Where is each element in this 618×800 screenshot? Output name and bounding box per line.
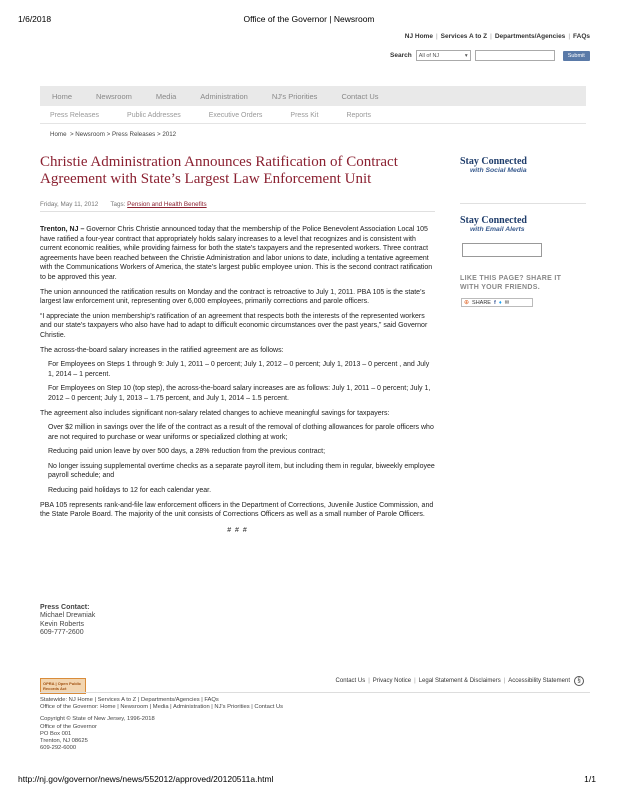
nav-newsroom[interactable]: Newsroom xyxy=(96,91,132,101)
subnav-executive-orders[interactable]: Executive Orders xyxy=(208,112,263,119)
crumb-home[interactable]: Home xyxy=(50,131,67,138)
list-item: Reducing paid holidays to 12 for each calendar year. xyxy=(48,487,212,495)
paragraph: Trenton, NJ – Governor Chris Christie announced today that the membership of the Police Benevolent Association Local 105 have ratified a four-year contract that appropriately holds salary increases to a level that recognizes and is consistent with current economic realities, while providing fairness for both the state’s taxpayers and the represented workers. Three contract agreements have been reached between the Christie Administration and labor unions to date, including a tentative agreement with the Communications Workers of America, the state’s largest public employee union. This is the second contract ratification to be approved this year. xyxy=(40,226,433,281)
search-label: Search xyxy=(390,52,412,59)
footer-contact[interactable]: Contact Us xyxy=(335,678,366,684)
footer-statewide-links[interactable]: Statewide: NJ Home | Services A to Z | Departments/Agencies | FAQs xyxy=(40,697,219,703)
email-alerts-block xyxy=(460,215,600,233)
end-mark: # # # xyxy=(227,526,248,534)
contact-name: Michael Drewniak xyxy=(40,612,96,620)
email-icon: ✉ xyxy=(504,299,510,306)
share-icon: ⊕ xyxy=(464,300,470,306)
meta-divider xyxy=(40,211,435,212)
utility-nj-home[interactable]: NJ Home xyxy=(404,33,433,40)
subnav-press-kit[interactable]: Press Kit xyxy=(290,112,319,119)
print-url: http://nj.gov/governor/news/news/552012/approved/20120511a.html xyxy=(18,774,274,784)
list-item: No longer issuing supplemental overtime checks as a separate payroll item, but including them in regular, biweekly employee payroll schedule; and xyxy=(48,462,435,480)
paragraph: The agreement also includes significant non-salary related changes to achieve meaningful savings for taxpayers: xyxy=(40,409,390,417)
email-input[interactable] xyxy=(462,243,542,257)
footer-legal[interactable]: Legal Statement & Disclaimers xyxy=(418,678,501,684)
article-date: Friday, May 11, 2012 xyxy=(40,201,99,208)
footer-office-links[interactable]: Office of the Governor: Home | Newsroom | Media | Administration | NJ's Priorities | Contact Us xyxy=(40,704,284,711)
paragraph: “I appreciate the union membership’s ratification of an agreement that respects both the interests of the represented workers and our state’s taxpayers who also have had to adapt to difficult economic circumstances over the past years,” said Governor Christie. xyxy=(40,312,428,339)
social-subheading[interactable]: with Social Media xyxy=(470,167,527,174)
share-button[interactable]: ⊕ SHARE f ♦ ✉ xyxy=(461,298,533,307)
paragraph: PBA 105 represents rank-and-file law enforcement officers in the Department of Corrections, Juvenile Justice Commission, and the State Parole Board. The majority of the unit consists of Corrections Officers as well as a small number of Parole Officers. xyxy=(40,501,434,519)
facebook-icon: f xyxy=(493,299,496,306)
nav-contact[interactable]: Contact Us xyxy=(341,91,379,101)
social-media-block xyxy=(460,156,600,174)
search-submit-button[interactable]: Submit xyxy=(563,51,590,61)
copyright: Copyright © State of New Jersey, 1996-2018 xyxy=(40,716,155,723)
page-title: Christie Administration Announces Ratification of Contract Agreement with State’s Largest Law Enforcement Unit xyxy=(40,154,398,187)
nav-media[interactable]: Media xyxy=(155,91,177,101)
sidebar-divider xyxy=(460,203,586,204)
crumb-year[interactable]: 2012 xyxy=(162,131,177,138)
chevron-down-icon: ▾ xyxy=(464,52,468,59)
breadcrumb: Home > Newsroom > Press Releases > 2012 xyxy=(50,131,177,138)
subnav-public-addresses[interactable]: Public Addresses xyxy=(127,112,181,119)
article-body xyxy=(40,225,435,541)
contact-phone: 609-777-2600 xyxy=(40,629,84,637)
tags-label: Tags: xyxy=(110,201,126,208)
contact-name: Kevin Roberts xyxy=(40,620,84,628)
crumb-newsroom[interactable]: Newsroom xyxy=(75,131,105,138)
footer-divider xyxy=(40,692,590,693)
email-heading: Stay Connected xyxy=(460,215,527,226)
list-item: Reducing paid union leave by over 500 days, a 28% reduction from the previous contract; xyxy=(48,448,326,456)
utility-nav: NJ Home | Services A to Z | Departments/Agencies | FAQs xyxy=(404,33,590,40)
paragraph: The across-the-board salary increases in the ratified agreement are as follows: xyxy=(40,346,284,354)
nav-priorities[interactable]: NJ's Priorities xyxy=(271,91,318,101)
subnav-reports[interactable]: Reports xyxy=(346,112,371,119)
share-prompt: LIKE THIS PAGE? SHARE IT WITH YOUR FRIENDS. xyxy=(460,275,562,291)
print-date: 1/6/2018 xyxy=(18,14,52,24)
nav-administration[interactable]: Administration xyxy=(200,91,248,101)
print-page-number: 1/1 xyxy=(584,774,596,784)
address-line: Trenton, NJ 08625 xyxy=(40,738,88,745)
footer-accessibility[interactable]: Accessibility Statement xyxy=(508,678,570,684)
footer-links: Contact Us | Privacy Notice | Legal Statement & Disclaimers | Accessibility Statement xyxy=(335,678,570,684)
address-line: PO Box 001 xyxy=(40,730,72,737)
utility-faqs[interactable]: FAQs xyxy=(573,33,590,40)
footer-privacy[interactable]: Privacy Notice xyxy=(372,678,412,684)
press-contact-label: Press Contact: xyxy=(40,604,90,611)
footer-info xyxy=(40,697,283,752)
address-line: Office of the Governor xyxy=(40,723,97,730)
email-subheading[interactable]: with Email Alerts xyxy=(470,226,525,233)
print-page-title: Office of the Governor | Newsroom xyxy=(243,14,375,24)
search-input[interactable] xyxy=(475,50,555,61)
accessibility-icon[interactable]: § xyxy=(574,676,584,686)
search-scope-select[interactable]: All of NJ ▾ xyxy=(416,50,471,61)
subnav-press-releases[interactable]: Press Releases xyxy=(50,112,100,119)
utility-departments[interactable]: Departments/Agencies xyxy=(494,33,566,40)
opra-logo[interactable]: OPRA | Open Public Records Act xyxy=(40,678,86,694)
search-bar xyxy=(390,50,590,61)
social-heading: Stay Connected xyxy=(460,156,527,167)
paragraph: The union announced the ratification results on Monday and the contract is retroactive to July 1, 2011. PBA 105 is the state’s largest law enforcement unit, representing over 6,000 employees, primarily corrections and parole officers. xyxy=(40,288,425,306)
nav-home[interactable]: Home xyxy=(52,91,73,101)
twitter-icon: ♦ xyxy=(498,299,502,306)
tag-link[interactable]: Pension and Health Benefits xyxy=(127,201,207,208)
crumb-press-releases[interactable]: Press Releases xyxy=(111,131,156,138)
list-item: For Employees on Steps 1 through 9: July 1, 2011 – 0 percent; July 1, 2012 – 0 percent; July 1, 2013 – 0 percent , and July 1, 2014 – 1 percent. xyxy=(48,361,430,378)
list-item: Over $2 million in savings over the life of the contract as a result of the removal of clothing allowances for parole officers who are not required to purchase or wear uniforms or specialized clothing at work; xyxy=(48,424,434,441)
address-line: 609-292-6000 xyxy=(40,745,77,752)
utility-services[interactable]: Services A to Z xyxy=(440,33,488,40)
sub-nav xyxy=(50,112,399,119)
main-nav xyxy=(40,86,586,106)
article-meta xyxy=(40,201,430,208)
press-contact xyxy=(40,604,95,638)
list-item: For Employees on Step 10 (top step), the across-the-board salary increases are as follows: July 1, 2011 – 0 percent; July 1, 2012 – 0 percent; July 1, 2013 – 1.75 percent, and July 1, 2014 – 1.5 percent. xyxy=(48,385,431,402)
